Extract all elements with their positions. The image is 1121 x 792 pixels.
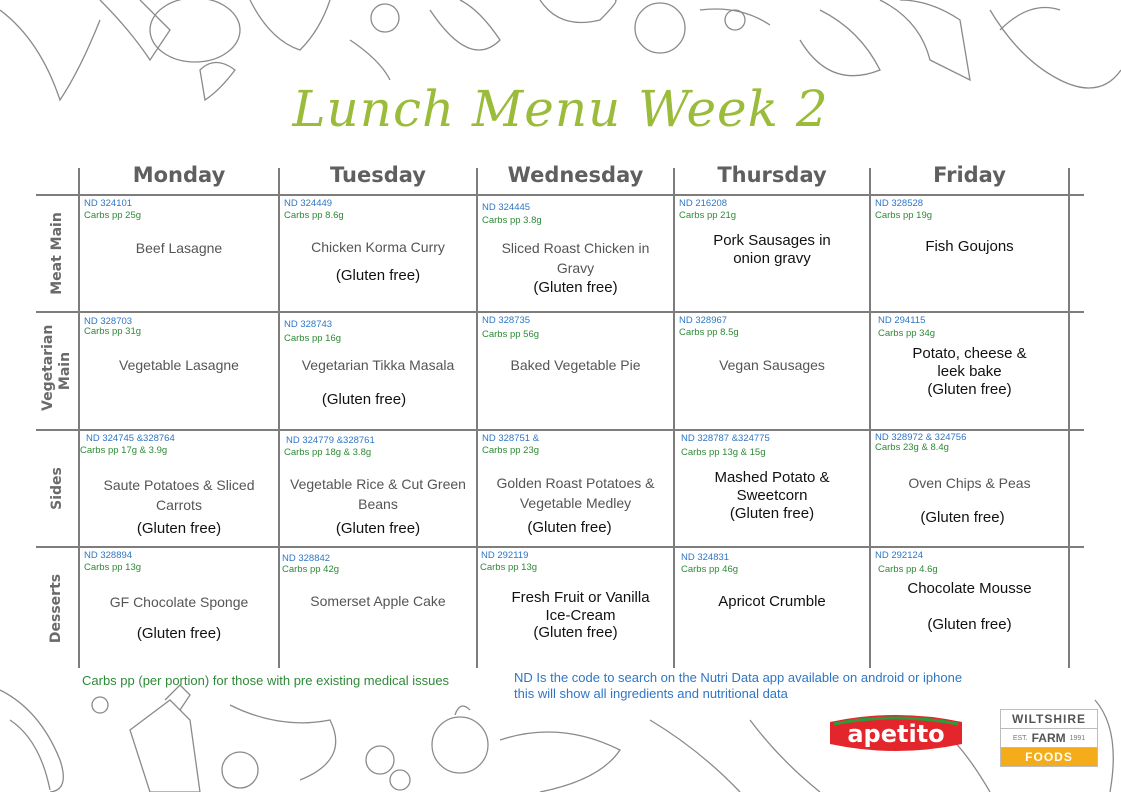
carbs-info: Carbs pp 8.5g [679, 327, 739, 338]
carbs-info: Carbs pp 16g [284, 333, 342, 344]
dish-name: Somerset Apple Cake [310, 593, 446, 609]
nd-code: ND 216208 [679, 198, 728, 209]
dish-name: Vegan Sausages [719, 357, 825, 373]
nd-code: ND 328787 &324775 [681, 433, 770, 444]
nd-code: ND 324445 [482, 202, 531, 213]
grid-line [1068, 168, 1070, 668]
dish-name: Beef Lasagne [135, 240, 223, 256]
dish-name: Vegetable Lasagne [119, 357, 239, 373]
carbs-footnote: Carbs pp (per portion) for those with pre existing medical issues [82, 673, 450, 688]
nd-code: ND 328967 [679, 315, 728, 326]
dish-name: Saute Potatoes & Sliced Carrots [103, 477, 255, 513]
day-header-monday: Monday [132, 163, 226, 187]
dish-name: Vegetable Rice & Cut Green Beans [290, 476, 466, 512]
gluten-free-label: (Gluten free) [335, 520, 421, 537]
nd-code: ND 328528 [875, 198, 924, 209]
carbs-info: Carbs pp 31g [84, 326, 142, 337]
wiltshire-logo-line-3: FOODS [1001, 748, 1097, 766]
row-label-text: Desserts [48, 573, 65, 643]
menu-cell-wednesday-sides [478, 431, 673, 546]
menu-cell-monday-meat [80, 196, 278, 311]
carbs-info: Carbs pp 56g [482, 329, 540, 340]
wiltshire-logo-farm: FARM [1031, 731, 1066, 745]
dish-name: GF Chocolate Sponge [109, 594, 249, 610]
wiltshire-logo-line-2 [1001, 728, 1097, 748]
menu-cell-wednesday-meat [478, 196, 673, 311]
carbs-info: Carbs 23g & 8.4g [875, 442, 949, 453]
menu-cell-tuesday-meat [280, 196, 476, 311]
apetito-logo-text: apetito [847, 720, 945, 748]
nd-code: ND 294115 [878, 315, 926, 326]
nd-footnote [514, 670, 962, 702]
dish-name: Oven Chips & Peas [908, 475, 1031, 491]
row-label-text: Sides [48, 467, 65, 510]
menu-cell-monday-sides [80, 431, 278, 546]
dish-name: Baked Vegetable Pie [510, 357, 641, 373]
gluten-free-label: (Gluten free) [527, 519, 612, 536]
carbs-info: Carbs pp 8.6g [284, 210, 344, 221]
menu-cell-friday-sides [871, 431, 1068, 546]
nd-code: ND 324449 [284, 198, 333, 209]
dish-name: Fish Goujons [925, 238, 1014, 255]
day-header-thursday: Thursday [717, 163, 827, 187]
dish-name: Chicken Korma Curry [311, 239, 445, 255]
nd-code: ND 328842 [282, 553, 331, 564]
dish-name: Golden Roast Potatoes & Vegetable Medley [496, 475, 655, 511]
gluten-free-label: (Gluten free) [321, 391, 407, 408]
nd-code: ND 324101 [84, 198, 133, 209]
gluten-free-label: (Gluten free) [136, 520, 222, 537]
nd-code: ND 324831 [681, 552, 730, 563]
gluten-free-label: (Gluten free) [533, 624, 618, 641]
wiltshire-logo-est: EST. [1012, 734, 1028, 742]
menu-cell-thursday-vegetarian [675, 313, 869, 429]
carbs-info: Carbs pp 21g [679, 210, 737, 221]
gluten-free-label: (Gluten free) [927, 616, 1012, 633]
carbs-info: Carbs pp 18g & 3.8g [284, 447, 372, 458]
carbs-info: Carbs pp 34g [878, 328, 936, 339]
carbs-info: Carbs pp 13g [480, 562, 538, 573]
carbs-info: Carbs pp 3.8g [482, 215, 542, 226]
row-label-desserts [36, 548, 78, 668]
carbs-info: Carbs pp 42g [282, 564, 340, 575]
menu-cell-wednesday-desserts [478, 548, 673, 668]
wiltshire-farm-foods-logo [1000, 709, 1098, 767]
day-header-tuesday: Tuesday [330, 163, 426, 187]
nd-code: ND 328972 & 324756 [875, 432, 967, 443]
gluten-free-label: (Gluten free) [136, 625, 222, 642]
dish-name: Apricot Crumble [718, 593, 826, 610]
nd-code: ND 328703 [84, 316, 133, 327]
menu-cell-tuesday-vegetarian [280, 313, 476, 429]
gluten-free-label: (Gluten free) [920, 509, 1005, 526]
carbs-info: Carbs pp 46g [681, 564, 739, 575]
wiltshire-logo-year: 1991 [1069, 734, 1086, 742]
row-label-meat-main [36, 196, 78, 311]
menu-cell-wednesday-vegetarian [478, 313, 673, 429]
gluten-free-label: (Gluten free) [729, 505, 815, 522]
menu-cell-thursday-meat [675, 196, 869, 311]
menu-cell-tuesday-desserts [280, 548, 476, 668]
dish-name: Sliced Roast Chicken in Gravy [501, 240, 650, 276]
day-header-friday: Friday [933, 163, 1006, 187]
nd-code: ND 328894 [84, 550, 133, 561]
dish-name: Potato, cheese & leek bake [912, 345, 1027, 380]
carbs-info: Carbs pp 13g [84, 562, 142, 573]
carbs-info: Carbs pp 25g [84, 210, 142, 221]
nd-code: ND 324745 &328764 [86, 433, 175, 444]
menu-cell-friday-desserts [871, 548, 1068, 668]
nd-code: ND 324779 &328761 [286, 435, 375, 446]
dish-name: Chocolate Mousse [907, 580, 1032, 597]
day-header-wednesday: Wednesday [507, 163, 644, 187]
carbs-info: Carbs pp 13g & 15g [681, 447, 766, 458]
carbs-info: Carbs pp 19g [875, 210, 933, 221]
menu-cell-monday-desserts [80, 548, 278, 668]
nd-footnote-line-1: ND Is the code to search on the Nutri Data app available on android or iphone [514, 670, 963, 685]
row-label-text: Meat Main [48, 212, 65, 295]
menu-cell-friday-meat [871, 196, 1068, 311]
menu-cell-thursday-desserts [675, 548, 869, 668]
apetito-logo [826, 708, 966, 758]
nd-code: ND 328743 [284, 319, 333, 330]
nd-code: ND 328735 [482, 315, 531, 326]
menu-cell-thursday-sides [675, 431, 869, 546]
menu-cell-monday-vegetarian [80, 313, 278, 429]
row-label-vegetarian-main [36, 313, 78, 429]
carbs-info: Carbs pp 17g & 3.9g [80, 445, 168, 456]
nd-code: ND 328751 & [482, 433, 540, 444]
dish-name: Mashed Potato & Sweetcorn [714, 469, 830, 504]
dish-name: Pork Sausages in onion gravy [713, 232, 831, 267]
carbs-info: Carbs pp 23g [482, 445, 540, 456]
carbs-info: Carbs pp 4.6g [878, 564, 938, 575]
row-label-sides [36, 431, 78, 546]
menu-cell-friday-vegetarian [871, 313, 1068, 429]
gluten-free-label: (Gluten free) [927, 381, 1012, 398]
nd-footnote-line-2: this will show all ingredients and nutritional data [514, 686, 788, 701]
dish-name: Vegetarian Tikka Masala [301, 357, 455, 373]
wiltshire-logo-line-1: WILTSHIRE [1011, 712, 1087, 726]
dish-name: Fresh Fruit or Vanilla Ice-Cream [511, 589, 650, 624]
gluten-free-label: (Gluten free) [335, 267, 421, 284]
menu-cell-tuesday-sides [280, 431, 476, 546]
page-title: Lunch Menu Week 2 [292, 80, 829, 138]
nd-code: ND 292124 [875, 550, 924, 561]
nd-code: ND 292119 [481, 550, 529, 561]
gluten-free-label: (Gluten free) [533, 279, 618, 296]
row-label-text: Vegetarian Main [40, 324, 73, 411]
